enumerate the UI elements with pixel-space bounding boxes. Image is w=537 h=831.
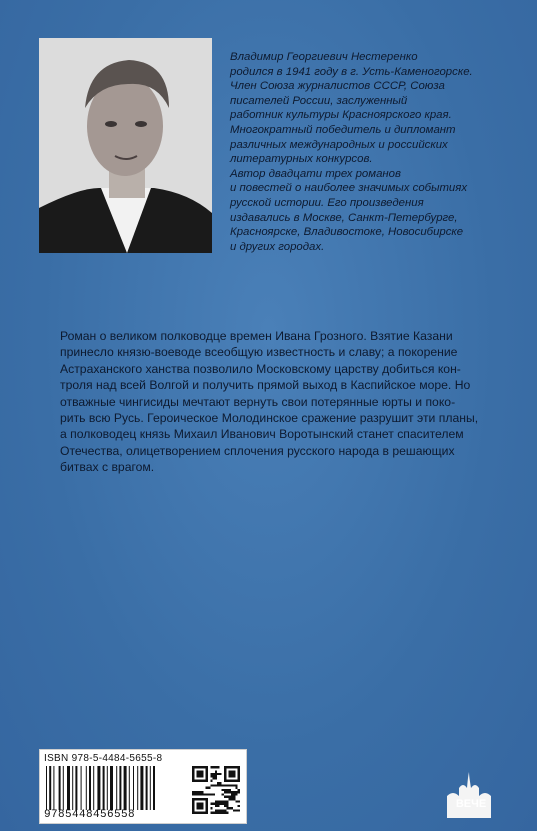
publisher-name: ВЕЧЕ [455, 798, 487, 810]
publisher-logo-icon [441, 766, 497, 822]
annotation-line: отважные чингисиды мечтают вернуть свои потерянные юрты и поко- [60, 394, 456, 409]
bio-line: работник культуры Красноярского края. [230, 109, 452, 122]
isbn-label: ISBN 978-5-4484-5655-8 [44, 753, 163, 764]
bio-line: писателей России, заслуженный [230, 94, 408, 107]
qr-code-icon [192, 766, 240, 814]
barcode-icon [44, 766, 184, 810]
bio-line: и повестей о наиболее значимых событиях [230, 182, 468, 195]
author-bio [230, 50, 520, 254]
book-annotation [60, 328, 500, 476]
bio-line: литературных конкурсов. [230, 153, 373, 166]
bio-line: родился в 1941 году в г. Усть-Каменогорске. [230, 65, 473, 78]
annotation-line: троля над всей Волгой и получить прямой выход в Каспийское море. Но [60, 378, 471, 393]
annotation-line: принесло князю-воеводе всеобщую известность и славу; а покорение [60, 345, 458, 360]
annotation-line: а полководец князь Михаил Иванович Воротынский станет спасителем [60, 427, 464, 442]
barcode-number: 9785448456558 [44, 809, 136, 821]
annotation-line: Астраханского ханства позволило Московскому царству добиться кон- [60, 361, 461, 376]
bio-line: русской истории. Его произведения [230, 196, 424, 209]
bio-line: и других городах. [230, 240, 325, 253]
bio-line: Владимир Георгиевич Нестеренко [230, 51, 418, 63]
bio-line: Член Союза журналистов СССР, Союза [230, 80, 445, 93]
author-photo [39, 38, 212, 253]
annotation-line: рить всю Русь. Героическое Молодинское сражение разрушит эти планы, [60, 411, 479, 426]
bio-line: Автор двадцати трех романов [230, 167, 401, 180]
bio-line: издавались в Москве, Санкт-Петербурге, [230, 211, 458, 224]
bio-line: различных международных и российских [230, 138, 448, 151]
bio-line: Многократный победитель и дипломант [230, 123, 456, 136]
bio-line: Красноярске, Владивостоке, Новосибирске [230, 226, 464, 239]
annotation-line: Отечества, олицетворением сплочения русского народа в решающих [60, 443, 455, 458]
annotation-line: Роман о великом полководце времен Ивана Грозного. Взятие Казани [60, 329, 453, 343]
annotation-line: битвах с врагом. [60, 460, 155, 475]
barcode-box [39, 749, 247, 824]
